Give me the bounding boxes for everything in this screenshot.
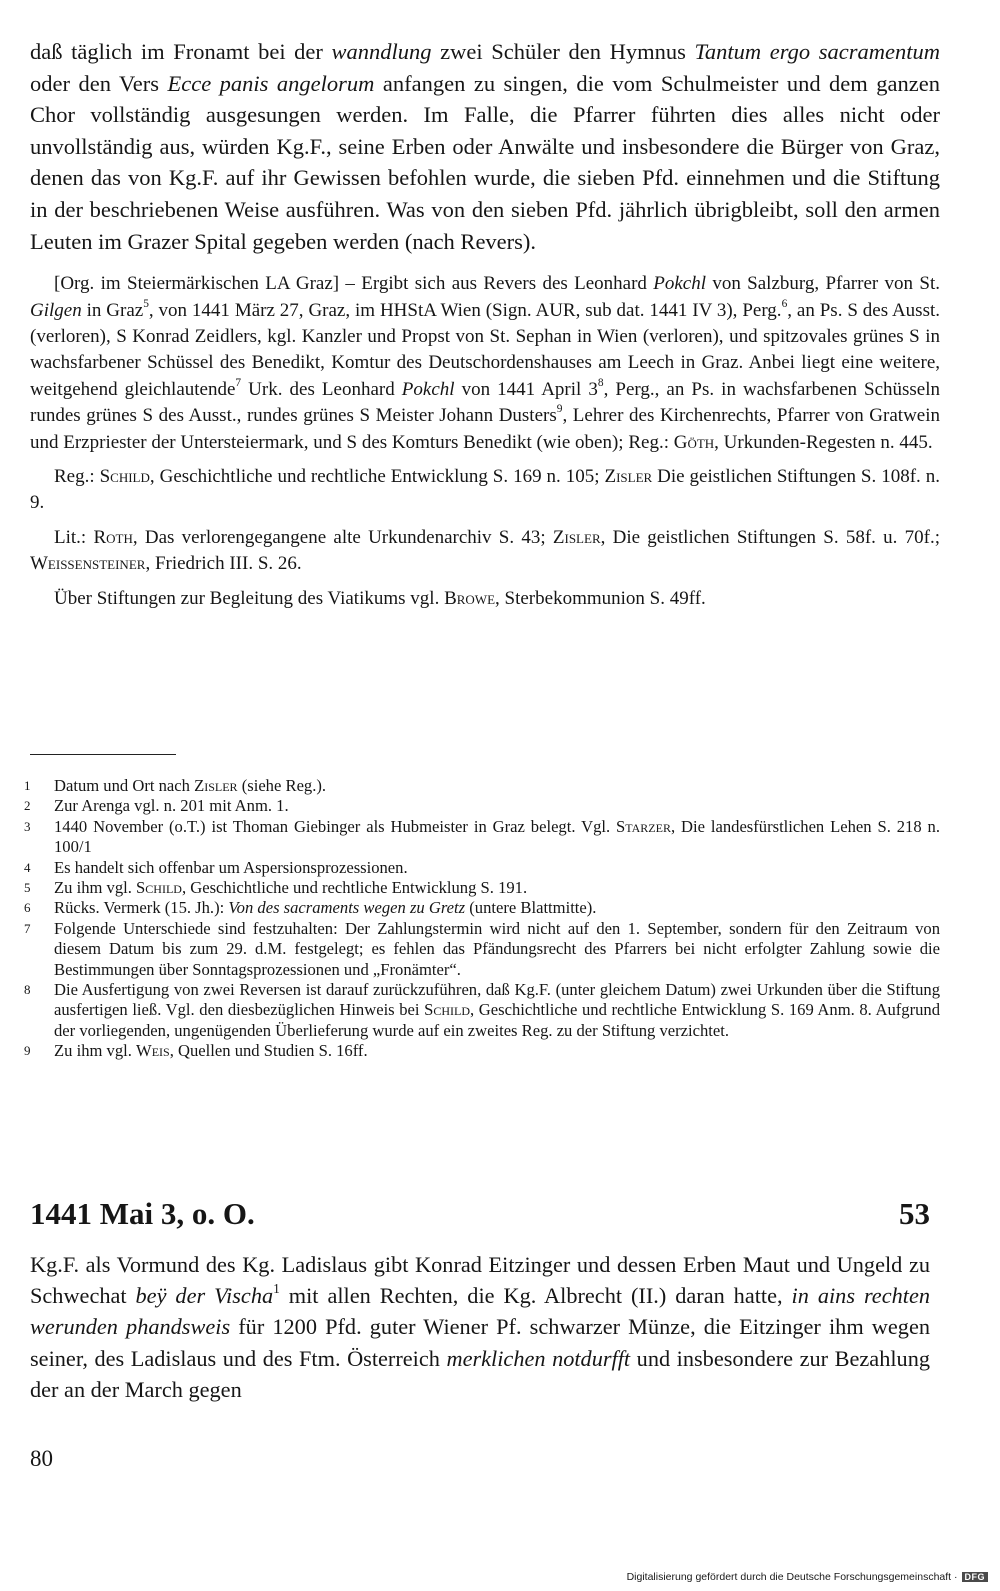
funding-text: Digitalisierung gefördert durch die Deutsche Forschungsgemeinschaft · [626,1571,958,1583]
footnote-ref[interactable]: 9 [556,403,563,416]
author-name: Schild [99,466,150,487]
footnote-number: 3 [24,818,31,834]
footnote-text: Datum und Ort nach Zisler (siehe Reg.). [54,776,327,795]
text-run: Die geistlichen Stiftungen S. 108f. n. 9. [30,466,940,514]
top-paragraph [30,36,940,257]
footnote-text: 1440 November (o.T.) ist Thoman Giebinger als Hubmeister in Graz belegt. Vgl. Starzer, Die landesfürstlichen Lehen S. 218 n. 100/1 [54,816,940,857]
viaticum-note [30,586,940,612]
text-run: , Friedrich III. S. 26. [145,553,302,575]
text-run: , von 1441 März 27, Graz, im HHStA Wien (Sign. AUR, sub dat. 1441 IV 3), Perg. [148,299,782,321]
footnote [22,898,940,918]
footnote-ref[interactable]: 5 [143,297,149,310]
author-name: Zisler [604,466,653,487]
footnote [22,817,940,858]
italic-name: Pokchl [401,378,455,400]
document-date-place: 1441 Mai 3, o. O. [30,1196,255,1231]
footnote-number: 7 [24,920,31,936]
funding-note [627,1571,988,1583]
archival-note [30,271,940,456]
footnote [22,776,940,796]
footnote-number: 1 [24,778,31,793]
text-run: oder den Vers [30,70,168,96]
text-run: , Perg., an Ps. in wachsfarbenen Schüsseln rundes grünes S des Ausst., rundes grünes S Meister Johann Dusters [30,378,941,427]
footnote-text: Folgende Unterschiede sind festzuhalten: Der Zahlungstermin wird nicht auf den 1. September, sondern für den Zeitraum von diesem Datum bis zum 29. d.M. festgelegt; es fehlen das Pfändungsrecht des Pfarrers bei nicht erfolgter Zahlung sowie die Bestimmungen über Sonntagsprozessionen und „Fronämter“. [54,918,940,979]
footnote-ref[interactable]: 8 [597,376,604,389]
page-body [30,36,940,612]
lit-note [30,525,940,578]
footnote [22,858,940,878]
footnote-separator [30,754,176,755]
italic-quote: in ains rechten werunden phandsweis [30,1283,930,1340]
italic-name: Gilgen [30,299,82,321]
footnote-text: Zu ihm vgl. Schild, Geschichtliche und rechtliche Entwicklung S. 191. [54,878,528,898]
text-run: in Graz [81,299,144,321]
text-run: [Org. im Steiermärkischen LA Graz] – Ergibt sich aus Revers des Leonhard [54,273,654,295]
text-run: Lit.: [54,526,94,548]
footnote-ref[interactable]: 6 [781,297,788,310]
italic-quote: Ecce panis angelorum [167,70,375,96]
footnote-number: 6 [24,900,31,916]
text-run: , Lehrer des Kirchenrechts, Pfarrer von Gratwein und Erzpriester der Untersteiermark, und S des Komturs Benedikt (wie oben); Reg.: [30,405,941,453]
footnote-text: Es handelt sich offenbar um Aspersionsprozessionen. [54,857,408,877]
footnote-ref[interactable]: 7 [235,376,242,389]
text-run: , Urkunden-Regesten n. 445. [714,431,933,453]
author-name: Roth [93,526,133,548]
footnote-ref[interactable]: 1 [273,1280,280,1296]
text-run: Reg.: [54,466,100,487]
author-name: Zisler [552,526,601,548]
italic-name: Pokchl [653,273,707,295]
text-run: zwei Schüler den Hymnus [431,39,695,64]
text-run: , an Ps. S des Ausst. (verloren), S Konrad Zeidlers, kgl. Kanzler und Propst von St. Sephan in Wien (verloren), und spitzovales grünes S in wachsfarbener Schüssel des Benedikt, Komtur des Deutschordenshauses am Leech in Graz. Anbei liegt eine weitere, weitgehend gleichlautende [30,299,940,400]
footnote-number: 9 [24,1043,31,1059]
text-run: anfangen zu singen, die vom Schulmeister und dem ganzen Chor vollständig ausgesungen werden. Im Falle, die Pfarrer führten dies alles nicht oder unvollständig aus, würden Kg.F., seine Erben oder Anwälte und insbesondere die Bürger von Graz, denen das von Kg.F. auf ihr Gewissen befohlen wurde, die sieben Pfd. einnehmen und die Stiftung in der beschriebenen Weise ausführen. Was von den sieben Pfd. jährlich übrigbleibt, soll den armen Leuten im Grazer Spital gegeben werden (nach Revers). [30,70,940,254]
author-name: Weissensteiner [30,553,146,575]
text-run: von 1441 April 3 [454,378,598,400]
italic-quote: wanndlung [331,39,432,64]
text-run: daß täglich im Fronamt bei der [30,39,332,64]
text-run: , Geschichtliche und rechtliche Entwicklung S. 169 n. 105; [149,466,605,487]
regest-paragraph [30,1249,930,1405]
footnote-text: Zur Arenga vgl. n. 201 mit Anm. 1. [54,796,289,816]
document-heading [30,1196,930,1232]
page-number: 80 [30,1446,53,1471]
text-run: Urk. des Leonhard [241,378,402,400]
footnote-number: 2 [24,798,31,814]
footnotes [22,776,940,1062]
footnote-text: Zu ihm vgl. Weis, Quellen und Studien S. 16ff. [54,1041,368,1061]
footnote [22,980,940,1041]
footnote-number: 8 [24,982,31,998]
text-run: für 1200 Pfd. guter Wiener Pf. schwarzer Münze, die Eitzinger ihm wegen seiner, des Ladislaus und des Ftm. Österreich [30,1314,930,1371]
author-name: Göth [673,431,715,453]
text-run: von Salzburg, Pfarrer von St. [706,273,940,295]
text-run: und insbesondere zur Bezahlung der an der March gegen [30,1345,930,1402]
footnote-number: 4 [24,859,31,875]
footnote [22,796,940,816]
text-run: Kg.F. als Vormund des Kg. Ladislaus gibt Konrad Eitzinger und dessen Erben Maut und Ungeld zu Schwechat [30,1252,930,1309]
text-run: , Das verlorengegangene alte Urkundenarchiv S. 43; [132,526,553,548]
text-run: , Sterbekommunion S. 49ff. [495,587,706,609]
footnote [22,1041,940,1061]
footnote-text: Die Ausfertigung von zwei Reversen ist darauf zurückzuführen, daß Kg.F. (unter gleichem Datum) zwei Urkunden über die Stiftung ausfertigen ließ. Vgl. den diesbezüglichen Hinweis bei Schild, Geschichtliche und rechtliche Entwicklung S. 169 Anm. 8. Aufgrund der vorliegenden, ungenügenden Überlieferung wurde auf ein zweites Reg. zu der Stiftung verzichtet. [54,980,941,1040]
italic-quote: beÿ der Vischa [135,1283,274,1309]
regest [30,1249,930,1405]
reg-note [30,464,940,517]
footnote [22,919,940,980]
text-run: , Die geistlichen Stiftungen S. 58f. u. 70f.; [600,526,941,548]
text-run: Über Stiftungen zur Begleitung des Viatikums vgl. [54,587,445,609]
italic-quote: Tantum ergo sacramentum [694,39,941,64]
footnote-text: Rücks. Vermerk (15. Jh.): Von des sacraments wegen zu Gretz (untere Blattmitte). [54,898,597,918]
italic-quote: merklichen notdurfft [446,1345,631,1371]
document-number: 53 [899,1196,930,1231]
dfg-logo: DFG [962,1572,989,1582]
author-name: Browe [444,587,496,609]
text-run: mit allen Rechten, die Kg. Albrecht (II.) daran hatte, [279,1283,792,1309]
footnote-number: 5 [24,880,31,896]
footnote [22,878,940,898]
